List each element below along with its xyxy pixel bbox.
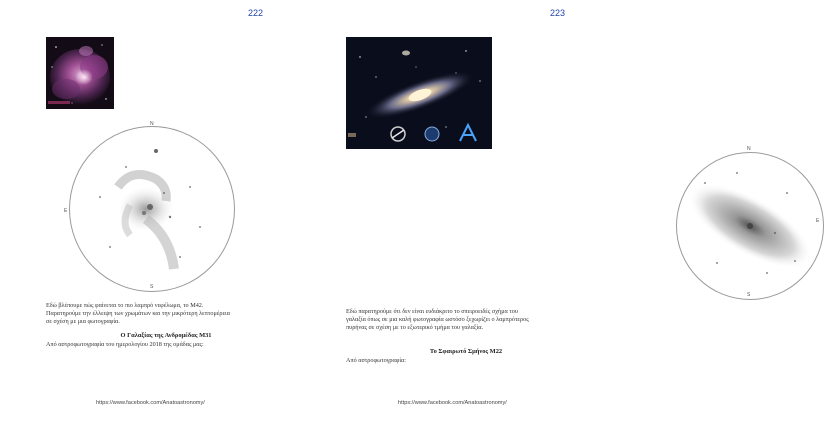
caption-line: σε σχέση με μια φωτογραφία. [46,318,120,325]
section-subtext: Από αστροφωτογραφία: [346,357,406,364]
south-tick: S [747,292,751,298]
east-tick: E [64,208,68,214]
south-tick: S [150,284,154,290]
caption [46,302,286,326]
caption-line: Εδώ παρατηρούμε ότι δεν είναι ευδιάκριτο το σπειροειδές σχήμα του [346,308,518,315]
page-number: 223 [550,8,566,18]
galaxy-sketch [676,152,824,300]
section-heading: Το Σφαιρωτό Σμήνος Μ22 [429,348,503,355]
nebula-sketch [69,126,235,292]
footer-link[interactable]: https://www.facebook.com/Anatoastronomy/ [96,400,205,406]
right-page [300,0,820,424]
caption-line: Παρατηρούμε την έλλειψη των χρωμάτων και την μικρότερη λεπτομέρεια [46,310,230,317]
page-number: 222 [248,8,264,18]
north-tick: N [150,121,154,127]
orion-nebula-photo [46,37,114,109]
caption-line: πυρήνας σε σχέση με το εξωτερικό τμήμα του γαλαξία. [346,324,484,331]
section-heading: Ο Γαλαξίας της Ανδρομέδας Μ31 [120,332,212,339]
east-tick: E [816,218,820,224]
caption-line: Εδώ βλέπουμε πώς φαίνεται το πιο λαμπρό νεφέλωμα, το M42. [46,302,204,309]
andromeda-galaxy-photo [346,37,492,149]
north-tick: N [747,146,751,152]
section-subtext: Από αστροφωτογραφία του ημερολογίου 2018 της ομάδας μας: [46,341,204,348]
left-page [0,0,300,424]
caption-line: γαλαξία όπως σε μια καλή φωτογραφία ωστόσο ξεχωρίζει ο λαμπρότερος [346,316,529,323]
footer-link[interactable]: https://www.facebook.com/Anatoastronomy/ [398,400,507,406]
caption [346,308,586,332]
